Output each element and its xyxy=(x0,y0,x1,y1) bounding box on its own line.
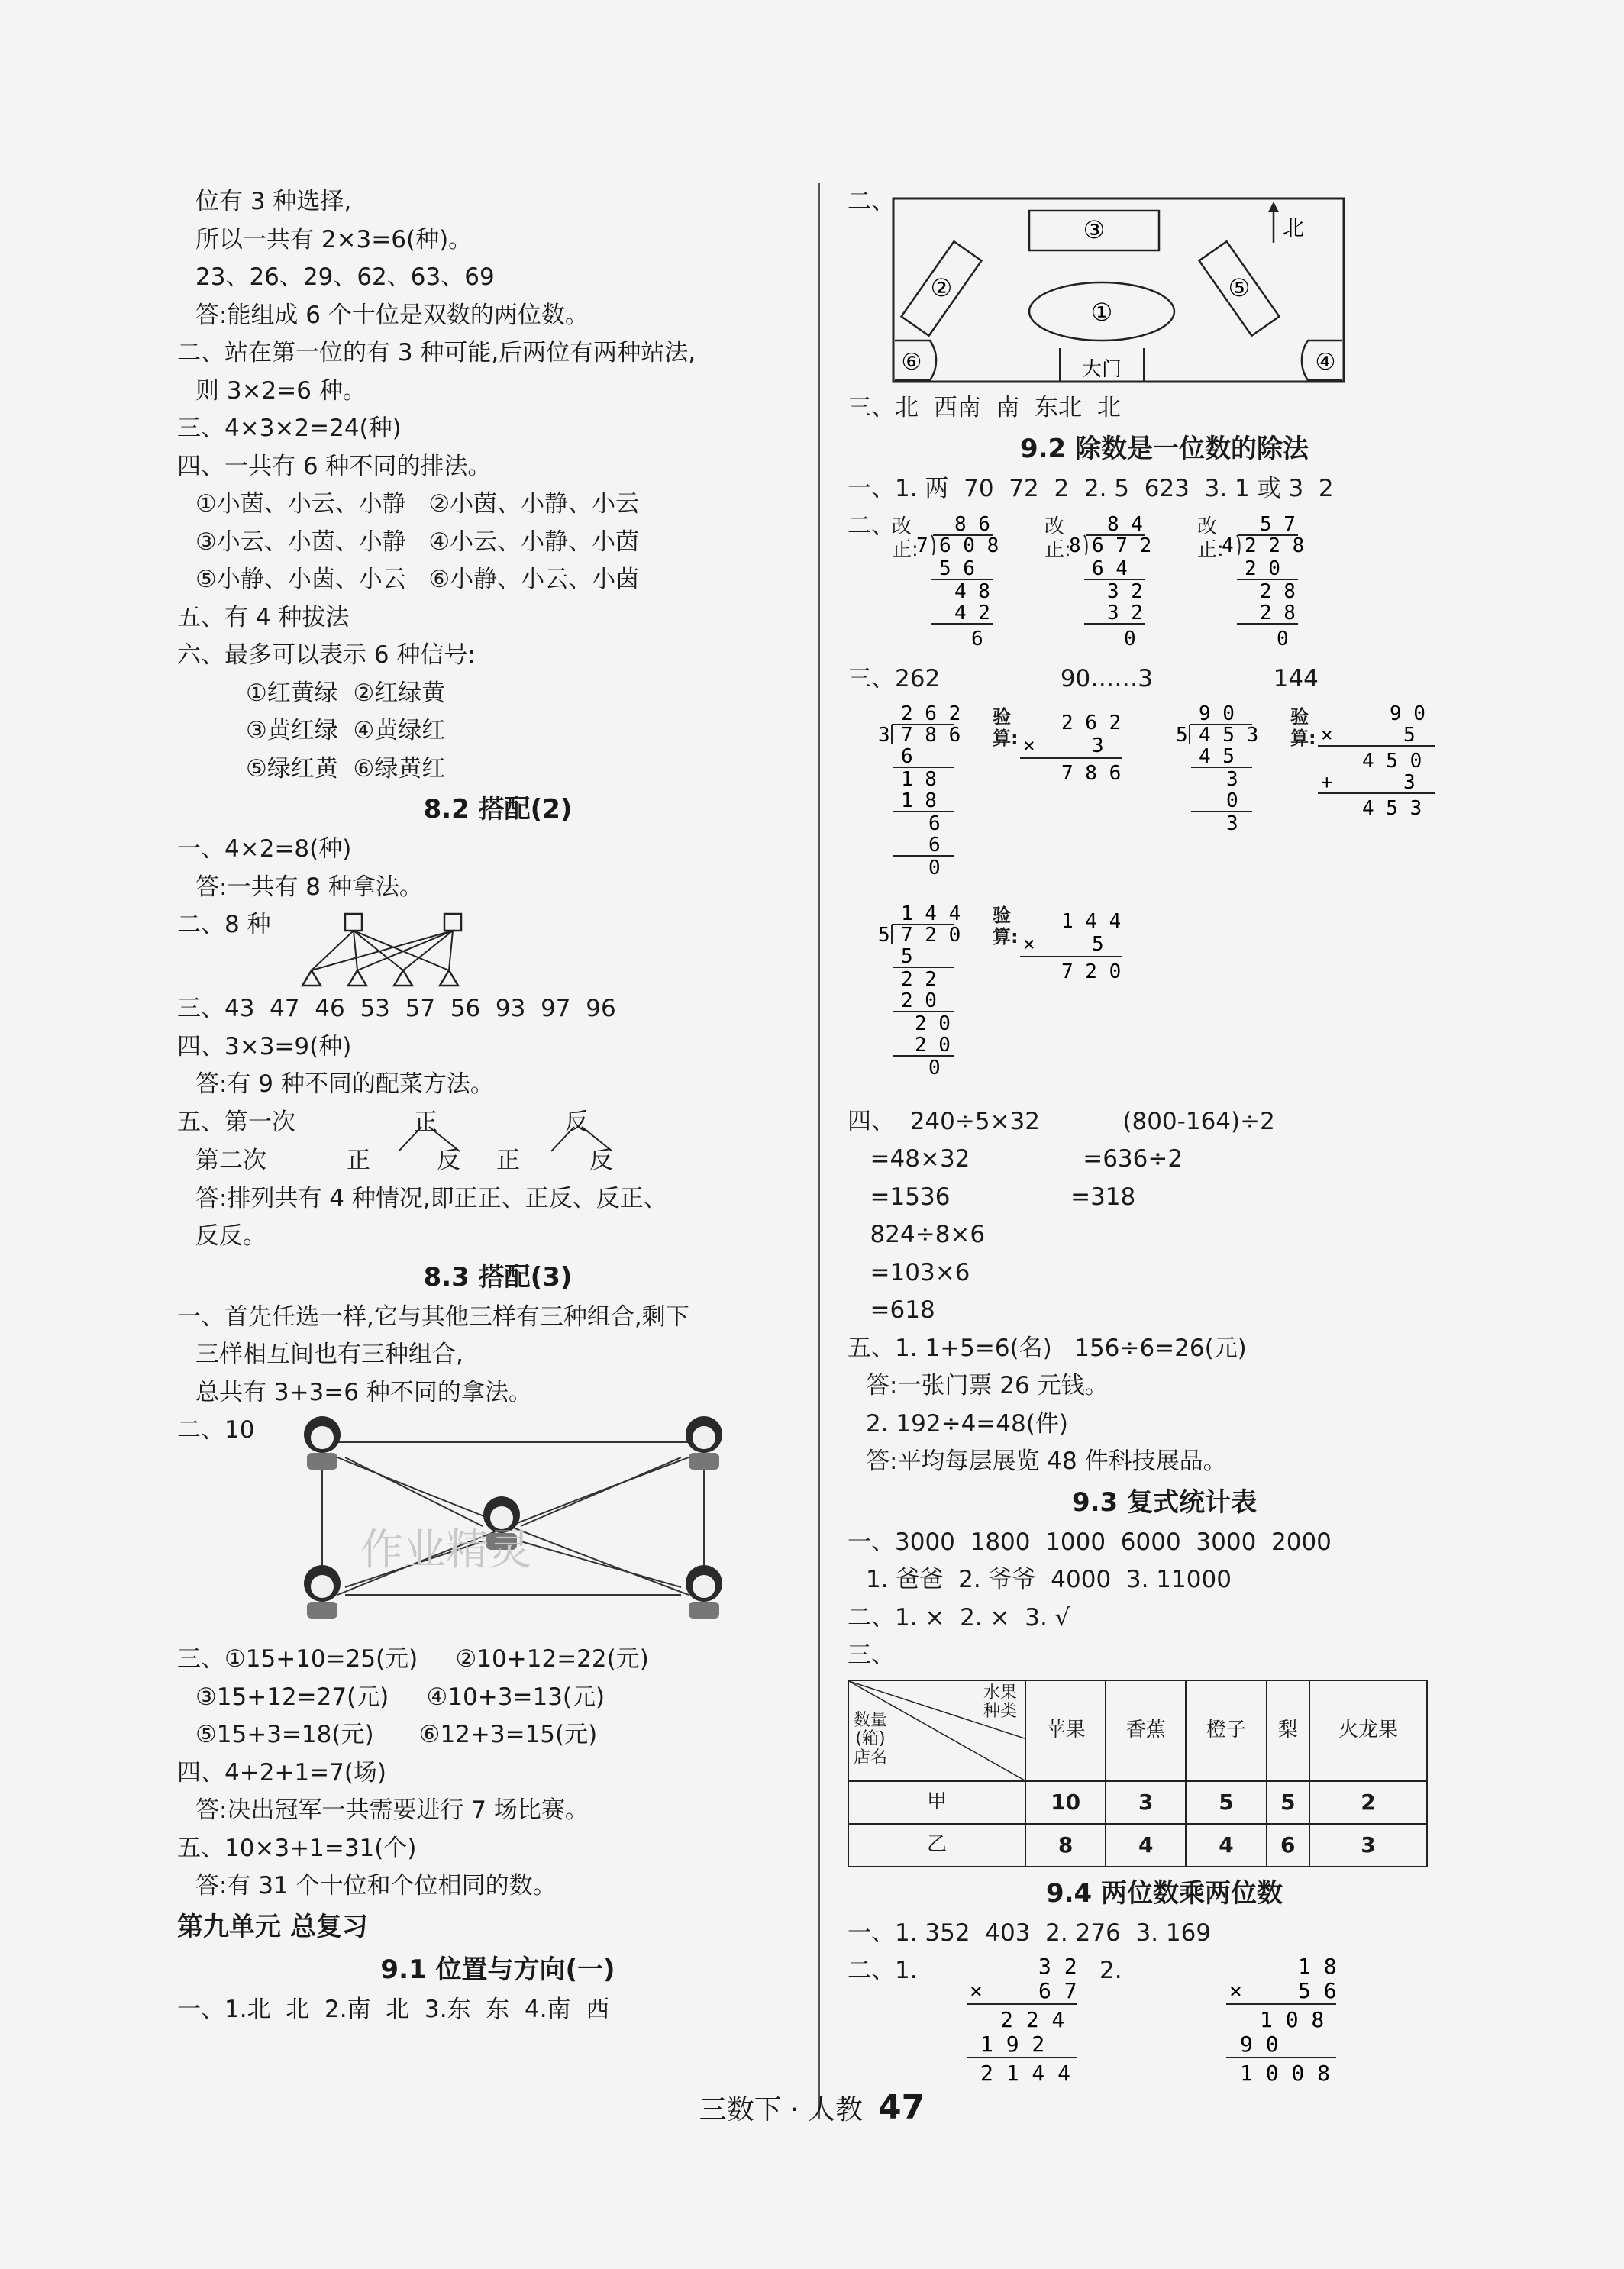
square-shape xyxy=(345,914,362,931)
text-line: 2. xyxy=(1099,1957,1122,1984)
division-checks xyxy=(848,699,1481,1103)
coin-face: 正 xyxy=(414,1108,437,1136)
table-cell: 10 xyxy=(1025,1781,1106,1824)
svg-text:2 6 2: 2 6 2 xyxy=(901,702,961,725)
triangle-shapes xyxy=(302,970,458,986)
text-line: =618 xyxy=(848,1296,935,1324)
watermark-text: 作业精灵 xyxy=(360,1525,531,1575)
text-line: 二、站在第一位的有 3 种可能,后两位有两种站法, xyxy=(177,339,696,366)
text-line: 则 3×2=6 种。 xyxy=(195,376,366,405)
svg-text:4 5 3: 4 5 3 xyxy=(1362,796,1422,820)
text-line: ⑤小静、小茵、小云 ⑥小静、小云、小茵 xyxy=(195,566,640,593)
svg-text:4 2: 4 2 xyxy=(954,602,990,625)
text-line: 三、北 西南 南 东北 北 xyxy=(848,394,1121,421)
table-header: 苹果 xyxy=(1025,1680,1106,1781)
svg-text:3 2: 3 2 xyxy=(1107,602,1143,625)
svg-text:1 0 8: 1 0 8 xyxy=(1260,2007,1325,2032)
section-heading: 9.1 位置与方向(一) xyxy=(380,1954,615,1985)
coin-tree xyxy=(177,1104,818,1180)
svg-text:6: 6 xyxy=(971,628,983,650)
corner-label-part: 水果 xyxy=(983,1683,1017,1703)
corner-label-part: 种类 xyxy=(983,1701,1017,1721)
svg-text:1 8: 1 8 xyxy=(901,767,937,791)
multiplication-work xyxy=(848,1952,1481,2097)
footer-label: 三数下 · 人教 xyxy=(699,2094,864,2125)
text-line: 一、1. 352 403 2. 276 3. 169 xyxy=(848,1919,1212,1947)
svg-text:1 0 0 8: 1 0 0 8 xyxy=(1240,2061,1331,2086)
text-line: 答:一共有 8 种拿法。 xyxy=(195,873,423,901)
svg-text:5 6: 5 6 xyxy=(939,557,975,580)
svg-text:0: 0 xyxy=(928,856,941,880)
coin-face: 正 xyxy=(347,1146,370,1174)
text-line: 23、26、29、62、63、69 xyxy=(195,263,495,291)
table-header: 香蕉 xyxy=(1106,1680,1186,1781)
svg-text:7 8 6: 7 8 6 xyxy=(1061,761,1122,785)
svg-text:×: × xyxy=(1023,932,1035,956)
svg-text:2 1 4 4: 2 1 4 4 xyxy=(980,2061,1071,2086)
svg-text:3: 3 xyxy=(1403,770,1416,794)
svg-text:7 8 6: 7 8 6 xyxy=(901,723,961,747)
svg-text:2 2: 2 2 xyxy=(901,967,937,991)
svg-text:3 2: 3 2 xyxy=(1038,1954,1077,1979)
text-line: 答:有 31 个十位和个位相同的数。 xyxy=(195,1872,557,1899)
table-cell: 3 xyxy=(1106,1781,1186,1824)
text-line: ⑤15+3=18(元) ⑥12+3=15(元) xyxy=(195,1721,598,1748)
svg-text:0: 0 xyxy=(1226,789,1238,812)
text-line: 一、4×2=8(种) xyxy=(177,835,352,863)
text-line: =48×32 =636÷2 xyxy=(848,1145,1183,1173)
text-line: 总共有 3+3=6 种不同的拿法。 xyxy=(195,1378,532,1406)
page-footer xyxy=(0,2088,1624,2127)
svg-text:3: 3 xyxy=(878,723,890,747)
svg-text:2 0: 2 0 xyxy=(915,1033,951,1057)
svg-text:2 0: 2 0 xyxy=(1245,557,1280,580)
text-line: 824÷8×6 xyxy=(848,1221,986,1248)
svg-text:3: 3 xyxy=(1226,767,1238,791)
svg-text:6 7 2: 6 7 2 xyxy=(1092,534,1152,557)
table-header: 橙子 xyxy=(1186,1680,1266,1781)
svg-text:7: 7 xyxy=(916,534,928,557)
coin-face: 反 xyxy=(565,1108,589,1136)
text-line: =1536 =318 xyxy=(848,1183,1136,1211)
check-label: 验算: xyxy=(1290,705,1316,749)
text-line: 答:有 9 种不同的配菜方法。 xyxy=(195,1070,494,1098)
svg-text:1 4 4: 1 4 4 xyxy=(1061,909,1122,933)
correction-label: 改正: xyxy=(892,515,919,561)
table-cell: 8 xyxy=(1025,1824,1106,1867)
school-map xyxy=(892,197,1350,388)
text-line: 答:决出冠军一共需要进行 7 场比赛。 xyxy=(195,1796,589,1824)
column-divider xyxy=(818,183,820,2119)
svg-text:6: 6 xyxy=(928,812,941,835)
table-header: 火龙果 xyxy=(1309,1680,1427,1781)
table-cell: 4 xyxy=(1186,1824,1266,1867)
child-figure xyxy=(304,1565,341,1619)
text-line: 一、3000 1800 1000 6000 3000 2000 xyxy=(848,1528,1332,1556)
text-line: 二、1. × 2. × 3. √ xyxy=(848,1603,1070,1632)
child-figure xyxy=(304,1416,341,1470)
child-figure xyxy=(686,1416,722,1470)
text-line: 四、 240÷5×32 (800-164)÷2 xyxy=(848,1107,1275,1135)
svg-text:9 0: 9 0 xyxy=(1240,2032,1279,2057)
svg-text:3: 3 xyxy=(1226,812,1238,835)
svg-text:5: 5 xyxy=(1092,932,1104,956)
text-line: 三、4×3×2=24(种) xyxy=(177,415,402,442)
svg-text:9 0: 9 0 xyxy=(1390,702,1425,725)
division-corrections xyxy=(848,508,1481,660)
svg-text:3 2: 3 2 xyxy=(1107,580,1143,603)
svg-text:8: 8 xyxy=(1069,534,1081,557)
text-line: ①小茵、小云、小静 ②小茵、小静、小云 xyxy=(195,490,640,518)
corner-label: 店名 xyxy=(854,1748,888,1767)
text-line: 位有 3 种选择, xyxy=(195,188,352,215)
handshake-diagram-row xyxy=(177,1412,818,1641)
corner-label xyxy=(983,1684,1017,1721)
text-line: 四、4+2+1=7(场) xyxy=(177,1758,387,1786)
svg-text:×: × xyxy=(1229,1978,1242,2003)
corner-label-part: (箱) xyxy=(855,1728,886,1748)
text-line: 四、一共有 6 种不同的排法。 xyxy=(177,452,492,480)
svg-text:0: 0 xyxy=(1277,628,1289,650)
text-line: 答:一张门票 26 元钱。 xyxy=(866,1372,1109,1399)
section-heading: 8.3 搭配(3) xyxy=(423,1261,573,1293)
table-cell: 4 xyxy=(1106,1824,1186,1867)
corner-label-part: 数量 xyxy=(854,1710,888,1730)
pairing-diagram-row xyxy=(177,906,818,990)
map-label: ⑤ xyxy=(1228,273,1251,302)
svg-text:5: 5 xyxy=(1403,723,1416,747)
text-line: 答:平均每层展览 48 件科技展品。 xyxy=(866,1448,1227,1475)
text-line: 二、1. xyxy=(848,1957,918,1984)
svg-text:5: 5 xyxy=(878,923,890,947)
svg-text:+: + xyxy=(1321,770,1333,794)
map-label: ① xyxy=(1090,298,1113,327)
text-line: 五、1. 1+5=6(名) 156÷6=26(元) xyxy=(848,1334,1247,1362)
text-line: 三、①15+10=25(元) ②10+12=22(元) xyxy=(177,1645,649,1673)
text-line: ③15+12=27(元) ④10+3=13(元) xyxy=(195,1683,605,1711)
text-line: 所以一共有 2×3=6(种)。 xyxy=(195,225,473,253)
text-line: 一、1. 两 70 72 2 2. 5 623 3. 1 或 3 2 xyxy=(848,474,1334,502)
map-label: ⑥ xyxy=(901,349,922,376)
text-line: 六、最多可以表示 6 种信号: xyxy=(177,641,476,669)
north-arrow-label: 北 xyxy=(1283,215,1305,240)
svg-text:1 8: 1 8 xyxy=(1298,1954,1337,1979)
svg-text:×: × xyxy=(970,1978,983,2003)
table-cell: 5 xyxy=(1186,1781,1266,1824)
coin-tree-branches xyxy=(330,1104,712,1180)
handshake-diagram xyxy=(276,1412,750,1641)
table-header: 梨 xyxy=(1267,1680,1309,1781)
text-line: 答:能组成 6 个十位是双数的两位数。 xyxy=(195,301,589,329)
svg-text:1 8: 1 8 xyxy=(901,789,937,812)
table-cell: 乙 xyxy=(848,1824,1025,1867)
unit-title: 第九单元 总复习 xyxy=(177,1911,368,1942)
section-heading: 9.4 两位数乘两位数 xyxy=(1045,1877,1283,1909)
left-column xyxy=(177,183,818,2029)
svg-text:8 6: 8 6 xyxy=(954,513,990,536)
text-line: ⑤绿红黄 ⑥绿黄红 xyxy=(246,754,446,783)
svg-text:8 4: 8 4 xyxy=(1107,513,1143,536)
pairing-diagram xyxy=(292,906,490,990)
svg-text:2 0: 2 0 xyxy=(901,989,937,1012)
table-cell: 5 xyxy=(1267,1781,1309,1824)
svg-text:4 5 3: 4 5 3 xyxy=(1199,723,1259,747)
multiplication-columns xyxy=(916,1952,1451,2097)
page-number: 47 xyxy=(878,2088,925,2127)
svg-text:6 0 8: 6 0 8 xyxy=(939,534,999,557)
check-label: 验算: xyxy=(993,705,1019,749)
text-line: 四、3×3=9(种) xyxy=(177,1032,352,1060)
table-row xyxy=(848,1781,1427,1824)
svg-text:0: 0 xyxy=(928,1056,941,1080)
coin-face: 反 xyxy=(437,1146,460,1174)
coin-face: 正 xyxy=(496,1146,520,1174)
svg-text:0: 0 xyxy=(1124,628,1136,650)
svg-text:5 7: 5 7 xyxy=(1260,513,1296,536)
text-line: ①红黄绿 ②红绿黄 xyxy=(246,679,446,707)
text-line: =103×6 xyxy=(848,1258,970,1286)
svg-text:7 2 0: 7 2 0 xyxy=(1061,960,1122,983)
division-work xyxy=(886,508,1481,660)
svg-text:2 2 8: 2 2 8 xyxy=(1245,534,1305,557)
text-line: 二、8 种 xyxy=(177,911,271,938)
text-line: 反反。 xyxy=(195,1222,266,1250)
svg-text:5 6: 5 6 xyxy=(1298,1978,1337,2003)
text-line: 三、43 47 46 53 57 56 93 97 96 xyxy=(177,995,616,1022)
svg-text:1 9 2: 1 9 2 xyxy=(980,2032,1045,2057)
text-line: 五、10×3+1=31(个) xyxy=(177,1834,417,1862)
map-label: ③ xyxy=(1083,215,1106,244)
table-cell: 甲 xyxy=(848,1781,1025,1824)
text-line: 二、10 xyxy=(177,1416,255,1444)
section-heading: 9.2 除数是一位数的除法 xyxy=(1019,433,1309,464)
table-corner-cell xyxy=(848,1680,1025,1781)
text-line: ③黄红绿 ④黄绿红 xyxy=(246,717,446,744)
text-line: 二、 xyxy=(848,188,895,215)
child-figure xyxy=(686,1565,722,1619)
text-line: 三、 xyxy=(848,1641,895,1669)
svg-text:×: × xyxy=(1023,734,1035,757)
text-line: 答:排列共有 4 种情况,即正正、正反、反正、 xyxy=(195,1184,667,1212)
table-row xyxy=(848,1824,1427,1867)
text-line: 二、 xyxy=(848,512,895,540)
svg-text:2 2 4: 2 2 4 xyxy=(1000,2007,1065,2032)
svg-text:2 6 2: 2 6 2 xyxy=(1061,711,1122,734)
check-label: 验算: xyxy=(993,904,1019,947)
right-column xyxy=(848,183,1481,2097)
gate-label: 大门 xyxy=(1081,358,1122,381)
pairing-lines xyxy=(312,931,453,970)
division-check-work xyxy=(870,699,1481,1103)
fruit-stats-table xyxy=(848,1680,1428,1867)
map-label: ④ xyxy=(1315,349,1336,376)
svg-text:6: 6 xyxy=(901,744,913,768)
svg-text:4 5: 4 5 xyxy=(1199,744,1235,768)
svg-text:7 2 0: 7 2 0 xyxy=(901,923,961,947)
svg-text:6 7: 6 7 xyxy=(1038,1978,1077,2003)
text-line: 五、有 4 种拔法 xyxy=(177,603,350,631)
table-cell: 6 xyxy=(1267,1824,1309,1867)
correction-label: 改正: xyxy=(1044,515,1071,561)
svg-text:2 8: 2 8 xyxy=(1260,602,1296,625)
svg-text:1 4 4: 1 4 4 xyxy=(901,902,961,925)
text-line: 三样相互间也有三种组合, xyxy=(195,1341,463,1368)
svg-text:4: 4 xyxy=(1222,534,1234,557)
table-cell: 2 xyxy=(1309,1781,1427,1824)
svg-text:×: × xyxy=(1321,723,1333,747)
text-line: 三、262 90……3 144 xyxy=(848,665,1319,692)
svg-text:2 8: 2 8 xyxy=(1260,580,1296,603)
section-heading: 8.2 搭配(2) xyxy=(423,794,573,825)
text-line: 一、1.北 北 2.南 北 3.东 东 4.南 西 xyxy=(177,1995,610,2023)
text-line: 2. 192÷4=48(件) xyxy=(866,1409,1068,1438)
map-row xyxy=(848,183,1481,389)
text-line: 第二次 xyxy=(195,1146,266,1174)
text-line: 一、首先任选一样,它与其他三样有三种组合,剩下 xyxy=(177,1302,689,1331)
section-heading: 9.3 复式统计表 xyxy=(1071,1486,1258,1518)
correction-label: 改正: xyxy=(1197,515,1224,561)
svg-text:4 8: 4 8 xyxy=(954,580,990,603)
svg-text:5: 5 xyxy=(1176,723,1188,747)
table-cell: 3 xyxy=(1309,1824,1427,1867)
svg-text:4 5 0: 4 5 0 xyxy=(1362,749,1422,773)
svg-text:9 0: 9 0 xyxy=(1199,702,1235,725)
svg-text:6: 6 xyxy=(928,833,941,857)
map-label: ② xyxy=(930,273,953,302)
square-shape xyxy=(444,914,461,931)
text-line: 五、第一次 xyxy=(177,1108,295,1136)
svg-text:5: 5 xyxy=(901,944,913,968)
text-line: 1. 爸爸 2. 爷爷 4000 3. 11000 xyxy=(866,1566,1232,1593)
text-line: ③小云、小茵、小静 ④小云、小静、小茵 xyxy=(195,528,640,556)
svg-text:2 0: 2 0 xyxy=(915,1012,951,1035)
svg-text:3: 3 xyxy=(1092,734,1104,757)
coin-face: 反 xyxy=(589,1146,613,1174)
svg-text:6 4: 6 4 xyxy=(1092,557,1128,580)
